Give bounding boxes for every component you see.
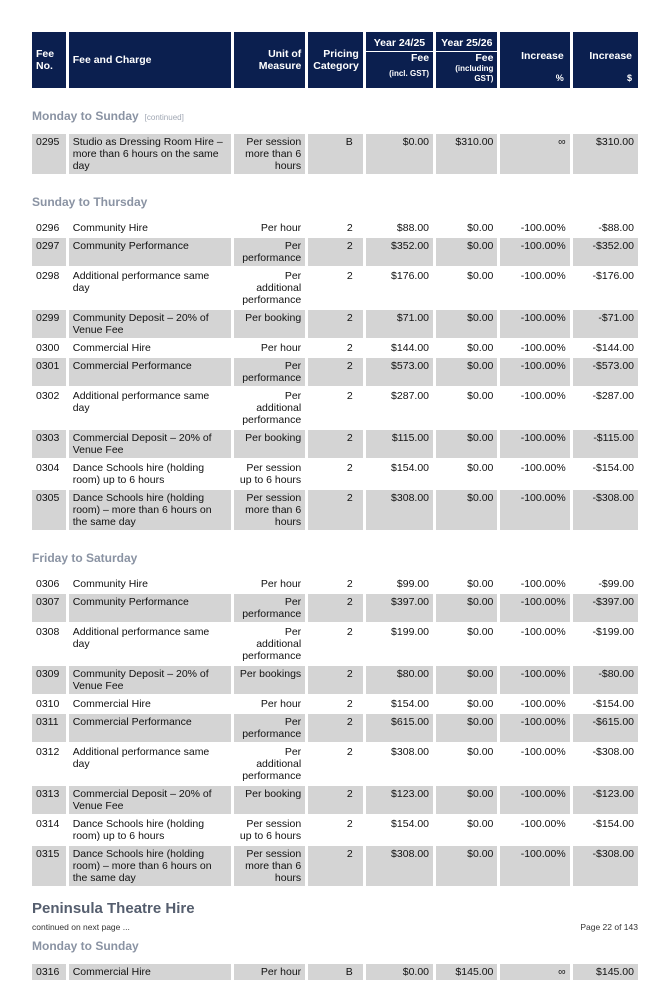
fee-2425-cell: $0.00 bbox=[366, 134, 433, 174]
increase-percent-cell: -100.00% bbox=[500, 310, 569, 338]
pricing-category-cell: 2 bbox=[308, 714, 363, 742]
fee-2425-cell: $115.00 bbox=[366, 430, 433, 458]
increase-percent-cell: -100.00% bbox=[520, 626, 566, 638]
header-increase-dollar-label: Increase bbox=[589, 50, 633, 62]
fee-number-cell: 0311 bbox=[32, 714, 66, 742]
increase-percent-cell: -100.00% bbox=[520, 390, 566, 402]
header-increase-dollar-sub: $ bbox=[627, 73, 633, 83]
table-row bbox=[32, 714, 638, 742]
pricing-category-cell: 2 bbox=[346, 578, 353, 590]
fee-number-cell: 0303 bbox=[32, 430, 66, 458]
table-row bbox=[32, 666, 638, 694]
fee-number-cell: 0300 bbox=[36, 342, 60, 354]
increase-percent-cell: -100.00% bbox=[500, 666, 569, 694]
fee-number-cell: 0316 bbox=[32, 964, 66, 980]
unit-of-measure-cell: Per hour bbox=[260, 698, 302, 710]
pricing-category-cell: 2 bbox=[308, 846, 363, 886]
fee-number-cell: 0301 bbox=[32, 358, 66, 386]
unit-of-measure-cell: Per performance bbox=[234, 238, 305, 266]
table-row bbox=[32, 490, 638, 530]
fee-description-cell: Additional performance same day bbox=[72, 626, 210, 650]
increase-percent-cell: -100.00% bbox=[500, 594, 569, 622]
fee-description-cell: Commercial Hire bbox=[69, 964, 231, 980]
fee-2425-cell: $99.00 bbox=[396, 578, 430, 590]
fee-2425-cell: $154.00 bbox=[391, 698, 430, 710]
header-year1 bbox=[366, 32, 433, 88]
fee-2526-cell: $0.00 bbox=[436, 666, 497, 694]
section-continued-note: [continued] bbox=[144, 113, 184, 122]
increase-dollar-cell: -$573.00 bbox=[573, 358, 638, 386]
fee-number-cell: 0297 bbox=[32, 238, 66, 266]
increase-dollar-cell: -$123.00 bbox=[573, 786, 638, 814]
section-heading-peninsula: Peninsula Theatre Hire bbox=[32, 900, 195, 917]
fee-number-cell: 0299 bbox=[32, 310, 66, 338]
header-year1-fee: Fee bbox=[410, 52, 430, 64]
increase-dollar-cell: -$88.00 bbox=[598, 222, 634, 234]
header-unit-label: Unit of Measure bbox=[258, 48, 302, 72]
fee-2526-cell: $0.00 bbox=[436, 846, 497, 886]
fee-description-cell: Dance Schools hire (holding room) – more than 6 hours on the same day bbox=[69, 846, 231, 886]
fee-2425-cell: $154.00 bbox=[391, 818, 430, 830]
fee-2526-cell: $0.00 bbox=[467, 270, 494, 282]
unit-of-measure-cell: Per session more than 6 hours bbox=[234, 490, 305, 530]
fee-2526-cell: $0.00 bbox=[467, 462, 494, 474]
increase-percent-cell: -100.00% bbox=[520, 342, 566, 354]
table-row bbox=[32, 576, 638, 592]
pricing-category-cell: 2 bbox=[308, 358, 363, 386]
pricing-category-cell: 2 bbox=[346, 746, 353, 758]
increase-percent-cell: -100.00% bbox=[500, 714, 569, 742]
pricing-category-cell: 2 bbox=[346, 698, 353, 710]
increase-percent-cell: -100.00% bbox=[520, 578, 566, 590]
table-row bbox=[32, 220, 638, 236]
fee-2526-cell: $0.00 bbox=[467, 342, 494, 354]
fee-description-cell: Community Deposit – 20% of Venue Fee bbox=[69, 310, 231, 338]
fee-2425-cell: $0.00 bbox=[366, 964, 433, 980]
fee-description-cell: Community Hire bbox=[72, 222, 148, 234]
fee-number-cell: 0305 bbox=[32, 490, 66, 530]
fee-2526-cell: $0.00 bbox=[436, 594, 497, 622]
fee-2425-cell: $123.00 bbox=[366, 786, 433, 814]
pricing-category-cell: 2 bbox=[308, 666, 363, 694]
fee-2526-cell: $310.00 bbox=[436, 134, 497, 174]
increase-dollar-cell: -$71.00 bbox=[573, 310, 638, 338]
increase-dollar-cell: -$99.00 bbox=[598, 578, 634, 590]
header-fee-no-label: Fee No. bbox=[36, 48, 55, 72]
unit-of-measure-cell: Per bookings bbox=[234, 666, 305, 694]
unit-of-measure-cell: Per hour bbox=[260, 222, 302, 234]
fee-number-cell: 0312 bbox=[36, 746, 60, 758]
pricing-category-cell: 2 bbox=[346, 270, 353, 282]
fee-description-cell: Additional performance same day bbox=[72, 270, 210, 294]
unit-of-measure-cell: Per performance bbox=[234, 594, 305, 622]
table-row bbox=[32, 744, 638, 784]
fee-2425-cell: $176.00 bbox=[391, 270, 430, 282]
unit-of-measure-cell: Per session up to 6 hours bbox=[239, 462, 302, 486]
pricing-category-cell: 2 bbox=[346, 390, 353, 402]
table-row bbox=[32, 786, 638, 814]
unit-of-measure-cell: Per additional performance bbox=[242, 746, 302, 782]
increase-dollar-cell: -$154.00 bbox=[592, 818, 634, 830]
footer-page-number: Page 22 of 143 bbox=[580, 922, 638, 932]
fee-2425-cell: $71.00 bbox=[366, 310, 433, 338]
increase-dollar-cell: -$287.00 bbox=[592, 390, 634, 402]
increase-percent-cell: -100.00% bbox=[500, 846, 569, 886]
header-increase-pct-label: Increase bbox=[521, 50, 564, 62]
increase-percent-cell: -100.00% bbox=[520, 462, 566, 474]
fee-description-cell: Commercial Hire bbox=[72, 342, 151, 354]
fee-number-cell: 0295 bbox=[32, 134, 66, 174]
unit-of-measure-cell: Per hour bbox=[234, 964, 305, 980]
fee-description-cell: Commercial Deposit – 20% of Venue Fee bbox=[69, 430, 231, 458]
increase-percent-cell: -100.00% bbox=[500, 490, 569, 530]
fee-number-cell: 0315 bbox=[32, 846, 66, 886]
fee-2425-cell: $80.00 bbox=[366, 666, 433, 694]
fee-description-cell: Community Hire bbox=[72, 578, 148, 590]
increase-dollar-cell: -$144.00 bbox=[592, 342, 634, 354]
header-year2-fee: Fee bbox=[475, 52, 494, 64]
footer-continued: continued on next page ... bbox=[32, 922, 130, 932]
increase-dollar-cell: -$199.00 bbox=[592, 626, 634, 638]
fee-2425-cell: $287.00 bbox=[391, 390, 430, 402]
fee-number-cell: 0307 bbox=[32, 594, 66, 622]
fee-description-cell: Additional performance same day bbox=[72, 746, 210, 770]
fee-2526-cell: $0.00 bbox=[467, 578, 494, 590]
pricing-category-cell: 2 bbox=[308, 310, 363, 338]
unit-of-measure-cell: Per booking bbox=[234, 310, 305, 338]
pricing-category-cell: 2 bbox=[308, 490, 363, 530]
increase-percent-cell: ∞ bbox=[500, 134, 569, 174]
fee-2526-cell: $0.00 bbox=[436, 786, 497, 814]
header-pricing-category bbox=[308, 32, 362, 88]
increase-dollar-cell: -$308.00 bbox=[592, 746, 634, 758]
fee-2526-cell: $0.00 bbox=[436, 714, 497, 742]
header-year1-sub: (incl. GST) bbox=[389, 69, 430, 78]
fee-2425-cell: $352.00 bbox=[366, 238, 433, 266]
increase-percent-cell: -100.00% bbox=[520, 222, 566, 234]
increase-percent-cell: -100.00% bbox=[500, 430, 569, 458]
fee-2425-cell: $308.00 bbox=[366, 846, 433, 886]
header-fee-and-charge bbox=[69, 32, 231, 88]
header-year2-sub: (including GST) bbox=[455, 64, 494, 83]
unit-of-measure-cell: Per performance bbox=[234, 358, 305, 386]
unit-of-measure-cell: Per additional performance bbox=[242, 390, 302, 426]
pricing-category-cell: 2 bbox=[308, 430, 363, 458]
header-increase-dollar bbox=[573, 32, 638, 88]
fee-2425-cell: $308.00 bbox=[366, 490, 433, 530]
unit-of-measure-cell: Per additional performance bbox=[242, 270, 302, 306]
increase-dollar-cell: -$80.00 bbox=[573, 666, 638, 694]
increase-percent-cell: -100.00% bbox=[500, 238, 569, 266]
fee-number-cell: 0304 bbox=[36, 462, 60, 474]
increase-dollar-cell: -$176.00 bbox=[592, 270, 634, 282]
header-fee-and-charge-label: Fee and Charge bbox=[72, 54, 152, 66]
fee-description-cell: Dance Schools hire (holding room) up to 6 hours bbox=[72, 462, 205, 486]
increase-percent-cell: -100.00% bbox=[520, 818, 566, 830]
pricing-category-cell: 2 bbox=[308, 786, 363, 814]
fee-2526-cell: $0.00 bbox=[467, 626, 494, 638]
unit-of-measure-cell: Per session up to 6 hours bbox=[239, 818, 302, 842]
fee-2526-cell: $0.00 bbox=[436, 358, 497, 386]
pricing-category-cell: 2 bbox=[346, 818, 353, 830]
fee-2425-cell: $308.00 bbox=[391, 746, 430, 758]
header-year2-label: Year 25/26 bbox=[436, 35, 497, 52]
unit-of-measure-cell: Per hour bbox=[260, 578, 302, 590]
fee-2425-cell: $154.00 bbox=[391, 462, 430, 474]
section-peninsula-container bbox=[32, 938, 638, 980]
unit-of-measure-cell: Per session more than 6 hours bbox=[234, 134, 305, 174]
fee-description-cell: Commercial Performance bbox=[69, 714, 231, 742]
pricing-category-cell: 2 bbox=[346, 342, 353, 354]
fee-2425-cell: $144.00 bbox=[391, 342, 430, 354]
fee-description-cell: Studio as Dressing Room Hire – more than 6 hours on the same day bbox=[69, 134, 231, 174]
fee-number-cell: 0308 bbox=[36, 626, 60, 638]
increase-dollar-cell: -$308.00 bbox=[573, 846, 638, 886]
table-row bbox=[32, 624, 638, 664]
fee-description-cell: Dance Schools hire (holding room) – more than 6 hours on the same day bbox=[69, 490, 231, 530]
table-row bbox=[32, 964, 638, 980]
fee-number-cell: 0310 bbox=[36, 698, 60, 710]
unit-of-measure-cell: Per performance bbox=[234, 714, 305, 742]
pricing-category-cell: 2 bbox=[308, 238, 363, 266]
increase-dollar-cell: -$115.00 bbox=[573, 430, 638, 458]
section-title-text: Friday to Saturday bbox=[32, 551, 138, 565]
increase-dollar-cell: -$308.00 bbox=[573, 490, 638, 530]
increase-percent-cell: ∞ bbox=[500, 964, 569, 980]
fee-number-cell: 0314 bbox=[36, 818, 60, 830]
fee-2526-cell: $0.00 bbox=[467, 818, 494, 830]
table-row bbox=[32, 696, 638, 712]
fee-description-cell: Commercial Deposit – 20% of Venue Fee bbox=[69, 786, 231, 814]
header-unit bbox=[234, 32, 305, 88]
fee-2526-cell: $145.00 bbox=[436, 964, 497, 980]
fee-2526-cell: $0.00 bbox=[467, 698, 494, 710]
increase-percent-cell: -100.00% bbox=[520, 698, 566, 710]
header-pricing-category-label: Pricing Category bbox=[313, 48, 359, 72]
fee-2425-cell: $88.00 bbox=[396, 222, 430, 234]
unit-of-measure-cell: Per booking bbox=[234, 430, 305, 458]
fee-2425-cell: $573.00 bbox=[366, 358, 433, 386]
pricing-category-cell: 2 bbox=[346, 222, 353, 234]
fee-2425-cell: $199.00 bbox=[391, 626, 430, 638]
fee-description-cell: Commercial Performance bbox=[69, 358, 231, 386]
table-row bbox=[32, 268, 638, 308]
table-row bbox=[32, 816, 638, 844]
table-row bbox=[32, 238, 638, 266]
fee-description-cell: Community Performance bbox=[69, 594, 231, 622]
pricing-category-cell: B bbox=[308, 964, 363, 980]
pricing-category-cell: B bbox=[308, 134, 363, 174]
fee-description-cell: Community Deposit – 20% of Venue Fee bbox=[69, 666, 231, 694]
header-increase-pct-sub: % bbox=[555, 73, 564, 83]
fee-number-cell: 0296 bbox=[36, 222, 60, 234]
increase-percent-cell: -100.00% bbox=[520, 746, 566, 758]
fee-2425-cell: $615.00 bbox=[366, 714, 433, 742]
unit-of-measure-cell: Per session more than 6 hours bbox=[234, 846, 305, 886]
unit-of-measure-cell: Per hour bbox=[260, 342, 302, 354]
section-title-text: Monday to Sunday bbox=[32, 939, 139, 953]
header-year2 bbox=[436, 32, 497, 88]
fee-description-cell: Additional performance same day bbox=[72, 390, 210, 414]
fee-number-cell: 0302 bbox=[36, 390, 60, 402]
table-row bbox=[32, 358, 638, 386]
fee-2526-cell: $0.00 bbox=[436, 238, 497, 266]
table-header bbox=[32, 32, 638, 88]
increase-percent-cell: -100.00% bbox=[520, 270, 566, 282]
fee-number-cell: 0313 bbox=[32, 786, 66, 814]
table-row bbox=[32, 310, 638, 338]
table-row bbox=[32, 460, 638, 488]
fee-description-cell: Dance Schools hire (holding room) up to 6 hours bbox=[72, 818, 205, 842]
fee-2526-cell: $0.00 bbox=[467, 222, 494, 234]
fee-description-cell: Commercial Hire bbox=[72, 698, 151, 710]
table-row bbox=[32, 340, 638, 356]
sections-container bbox=[32, 108, 638, 886]
fee-2526-cell: $0.00 bbox=[436, 310, 497, 338]
increase-dollar-cell: -$352.00 bbox=[573, 238, 638, 266]
unit-of-measure-cell: Per booking bbox=[234, 786, 305, 814]
pricing-category-cell: 2 bbox=[346, 626, 353, 638]
increase-dollar-cell: $145.00 bbox=[573, 964, 638, 980]
increase-dollar-cell: -$397.00 bbox=[573, 594, 638, 622]
table-row bbox=[32, 430, 638, 458]
increase-dollar-cell: -$154.00 bbox=[592, 698, 634, 710]
section-title-text: Monday to Sunday bbox=[32, 109, 139, 123]
section-title-friday-to-saturday bbox=[32, 550, 638, 566]
table-row bbox=[32, 594, 638, 622]
fee-number-cell: 0306 bbox=[36, 578, 60, 590]
header-fee-no bbox=[32, 32, 66, 88]
table-row bbox=[32, 134, 638, 174]
fee-2526-cell: $0.00 bbox=[467, 746, 494, 758]
fee-2526-cell: $0.00 bbox=[436, 490, 497, 530]
fee-description-cell: Community Performance bbox=[69, 238, 231, 266]
fee-number-cell: 0309 bbox=[32, 666, 66, 694]
fee-2526-cell: $0.00 bbox=[467, 390, 494, 402]
pricing-category-cell: 2 bbox=[346, 462, 353, 474]
fee-2425-cell: $397.00 bbox=[366, 594, 433, 622]
header-year1-label: Year 24/25 bbox=[366, 35, 433, 52]
unit-of-measure-cell: Per additional performance bbox=[242, 626, 302, 662]
section-title-sunday-to-thursday bbox=[32, 194, 638, 210]
section-title-monday-to-sunday bbox=[32, 108, 638, 124]
table-row bbox=[32, 846, 638, 886]
increase-dollar-cell: -$154.00 bbox=[592, 462, 634, 474]
header-increase-pct bbox=[500, 32, 569, 88]
pricing-category-cell: 2 bbox=[308, 594, 363, 622]
fee-table bbox=[32, 32, 638, 982]
increase-percent-cell: -100.00% bbox=[500, 786, 569, 814]
increase-percent-cell: -100.00% bbox=[500, 358, 569, 386]
increase-dollar-cell: $310.00 bbox=[573, 134, 638, 174]
section-title-text: Sunday to Thursday bbox=[32, 195, 148, 209]
table-row bbox=[32, 388, 638, 428]
fee-2526-cell: $0.00 bbox=[436, 430, 497, 458]
section-title-peninsula-monday-to-sunday bbox=[32, 938, 638, 954]
fee-number-cell: 0298 bbox=[36, 270, 60, 282]
increase-dollar-cell: -$615.00 bbox=[573, 714, 638, 742]
